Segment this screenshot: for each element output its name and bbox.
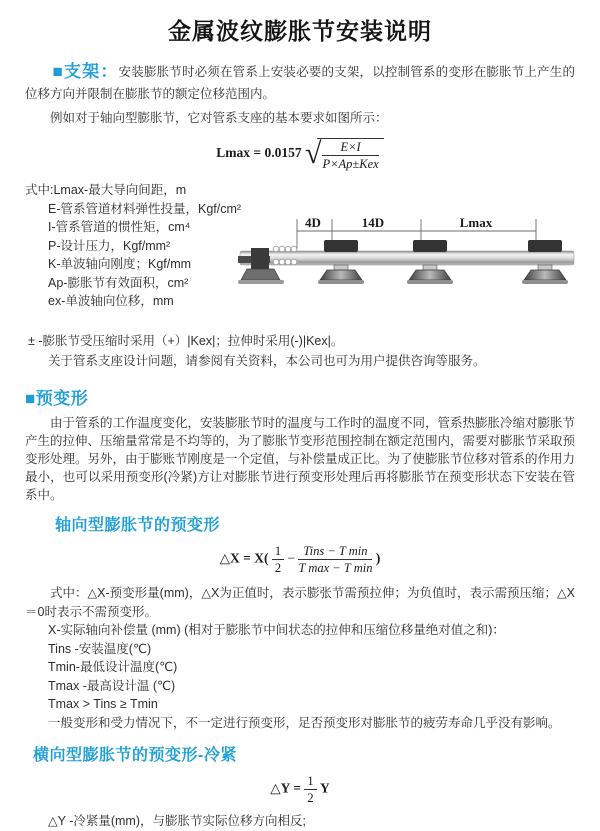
minus-sign: − bbox=[287, 550, 296, 566]
one-half-fraction: $\frac{1}{2}$ bbox=[272, 544, 284, 575]
lmax-fraction bbox=[322, 140, 378, 171]
definitions-and-diagram-zone bbox=[0, 181, 600, 331]
support-paragraph bbox=[25, 61, 575, 105]
axial-subsection-header: 轴向型膨胀节的预变形 bbox=[55, 517, 221, 534]
x-compensation-line: X-实际轴向补偿量 (mm) (相对于膨胀节中间状态的拉伸和压缩位移量绝对值之和)： bbox=[48, 623, 505, 637]
consulting-note: 关于管系支座设计问题，请参阅有关资料，本公司也可为用户提供咨询等服务。 bbox=[48, 353, 486, 368]
support-section-header: ■支架： bbox=[52, 62, 119, 81]
lmax-fraction-denominator: P×Ap±Kex bbox=[322, 156, 379, 171]
dim-label-14d: 14D bbox=[361, 215, 385, 230]
support-intro-text: 安装膨胀节时必须在管系上安装必要的支架，以控制管系的变形在膨胀节上产生的位移方向并限制在膨胀节的额定位移范围内。 bbox=[25, 65, 575, 101]
t-inequality-line: Tmax > Tins ≥ Tmin bbox=[48, 697, 158, 711]
support-example-line: 例如对于轴向型膨胀节，它对管系支座的基本要求如图所示： bbox=[50, 111, 388, 125]
t-max-line: Tmax -最高设计温 (℃) bbox=[48, 678, 176, 693]
lmax-fraction-numerator: E×I bbox=[322, 140, 378, 156]
definition-line-lmax: 式中:Lmax-最大导向间距，m bbox=[25, 183, 187, 197]
page-title: 金属波纹膨胀节安装说明 bbox=[168, 18, 432, 44]
lmax-formula bbox=[0, 137, 600, 173]
definition-line-i: I-管系管道的惯性矩，cm⁴ bbox=[48, 220, 191, 234]
plus-minus-note: ± -膨胀节受压缩时采用（+）|Kex|；拉伸时采用(-)|Kex|。 bbox=[28, 334, 344, 348]
cold-tightening-formula bbox=[0, 774, 600, 804]
dy-one-half-fraction: $\frac{1}{2}$ bbox=[304, 774, 316, 805]
predeform-section-header: ■预变形 bbox=[25, 389, 89, 408]
t-ins-line: Tins -安装温度(℃) bbox=[48, 641, 152, 656]
dx-formula-lhs: △X = X( bbox=[219, 550, 269, 566]
radical-body bbox=[317, 138, 383, 171]
axial-predeform-formula bbox=[0, 544, 600, 578]
dy-formula-rhs: Y bbox=[319, 780, 330, 796]
radical-sign: √ bbox=[304, 137, 322, 170]
definition-line-e: E-管系管道材料弹性投量，Kgf/cm² bbox=[48, 201, 242, 216]
definition-line-k: K-单波轴向刚度；Kgf/mm bbox=[48, 257, 192, 271]
dim-label-lmax: Lmax bbox=[459, 215, 493, 230]
dy-formula-lhs: △Y = bbox=[270, 780, 301, 796]
predeform-body: 由于管系的工作温度变化，安装膨胀节时的温度与工作时的温度不同，管系热膨胀冷缩对膨胀节产生的拉伸、压缩量常常是不均等的，为了膨胀节变形范围控制在额定范围内，需要对膨胀节采取预变形处理。另外，由于膨账节刚度是一个定值，与补偿量成正比。为了使膨胀节位移对管系的作用力最小，也可以采用预变形(冷紧)方让对膨胀节进行预变形处理后再将膨胀节在预变形状态下安装在管系中。 bbox=[25, 416, 576, 502]
axial-explain-paragraph: 式中：△X-预变形量(mm)，△X为正值时，表示膨张节需预拉伸；为负值时，表示需预压缩；△X＝0时表示不需预变形。 bbox=[25, 586, 575, 619]
t-min-line: Tmin-最低设计温度(℃) bbox=[48, 660, 178, 674]
cold-tightening-note: △Y -冷紧量(mm)，与膨胀节实际位移方向相反; bbox=[48, 814, 306, 828]
definition-line-p: P-设计压力，Kgf/mm² bbox=[48, 238, 171, 253]
fatigue-note: 一般变形和受力情况下，不一定进行预变形，足否预变形对膨胀节的疲劳寿命几乎没有影响。 bbox=[48, 715, 561, 730]
lmax-formula-lhs: Lmax = 0.0157 bbox=[216, 145, 302, 161]
temperature-fraction: $\frac{\text{Tins − T min}}{\text{T max − T min}}$ bbox=[298, 544, 373, 575]
dx-formula-close-paren: ) bbox=[375, 550, 381, 566]
definition-line-ap: Ap-膨胀节有效面积，cm² bbox=[48, 275, 189, 290]
lateral-subsection-header: 横向型膨胀节的预变形-冷紧 bbox=[33, 747, 237, 764]
definition-line-ex: ex-单波轴向位移，mm bbox=[48, 294, 174, 308]
pipe-support-diagram bbox=[238, 209, 582, 295]
dim-label-4d: 4D bbox=[305, 215, 321, 230]
